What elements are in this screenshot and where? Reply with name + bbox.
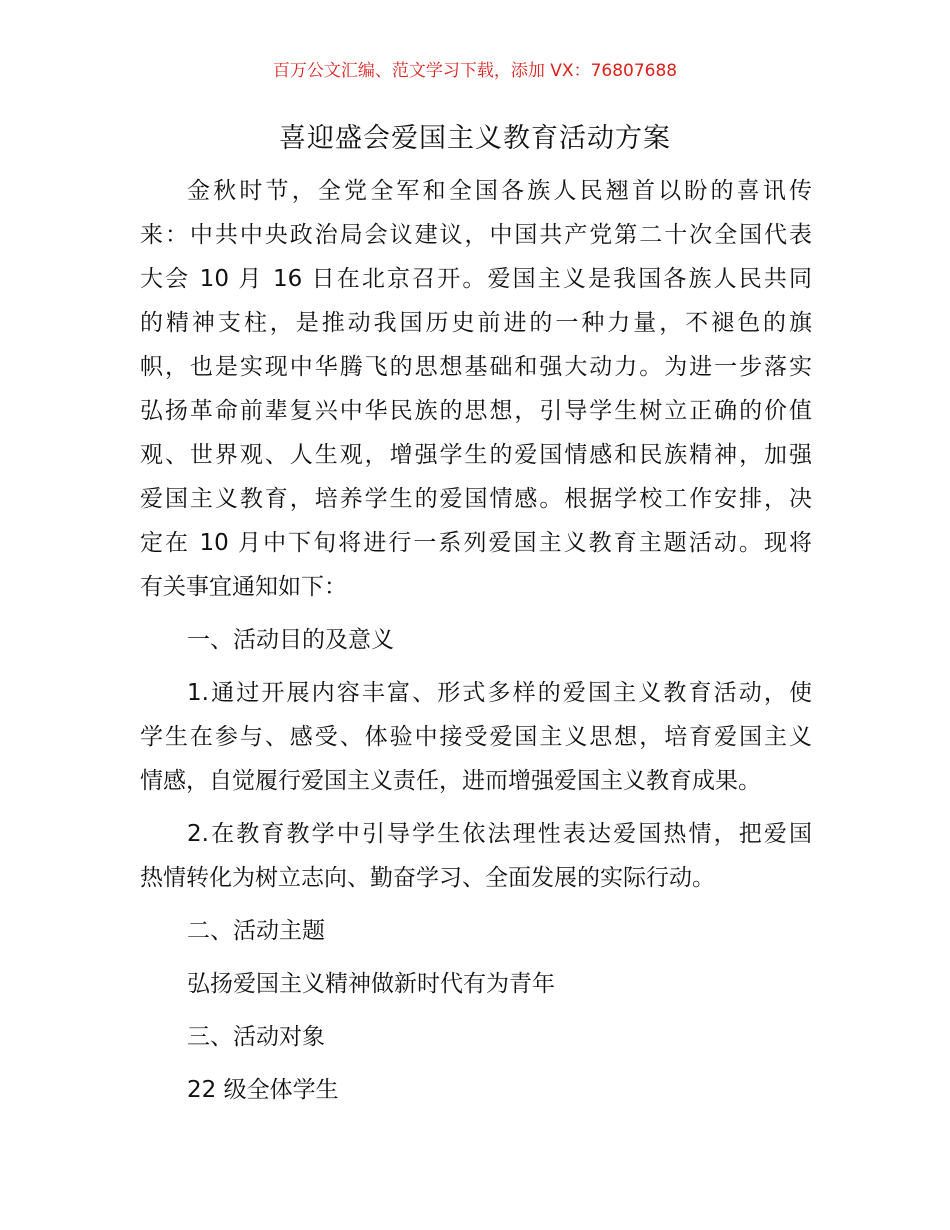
paragraph [140,1015,812,1059]
text-line: 22 级全体学生 [187,1077,339,1103]
text-line: 弘扬爱国主义精神做新时代有为青年 [187,971,555,997]
text-line: 帜，也是实现中华腾飞的思想基础和强大动力。为进一步落实 [140,354,812,380]
paragraph [140,962,812,1006]
text-line: 有关事宜通知如下： [140,574,347,600]
text-line: 来：中共中央政治局会议建议，中国共产党第二十次全国代表 [140,222,812,248]
text-line: 观、世界观、人生观，增强学生的爱国情感和民族精神，加强 [140,442,812,468]
text-line: 学生在参与、感受、体验中接受爱国主义思想，培育爱国主义 [140,724,812,750]
text-line: 一、活动目的及意义 [187,627,394,653]
text-line: 爱国主义教育，培养学生的爱国情感。根据学校工作安排，决 [140,486,812,512]
text-line: 热情转化为树立志向、勤奋学习、全面发展的实际行动。 [140,865,715,891]
paragraph [140,169,812,609]
text-line: 定在 10 月中下旬将进行一系列爱国主义教育主题活动。现将 [140,530,812,556]
text-line: 2.在教育教学中引导学生依法理性表达爱国热情，把爱国 [187,821,812,847]
paragraph [140,671,812,803]
text-line: 三、活动对象 [187,1024,325,1050]
text-line: 弘扬革命前辈复兴中华民族的思想，引导学生树立正确的价值 [140,398,812,424]
paragraph [140,1068,812,1112]
document-body [140,169,812,1121]
text-line: 金秋时节，全党全军和全国各族人民翘首以盼的喜讯传 [187,178,812,204]
text-line: 二、活动主题 [187,918,325,944]
text-line: 的精神支柱，是推动我国历史前进的一种力量，不褪色的旗 [140,310,812,336]
document-title: 喜迎盛会爱国主义教育活动方案 [279,123,671,154]
text-line: 情感，自觉履行爱国主义责任，进而增强爱国主义教育成果。 [140,768,761,794]
paragraph [140,618,812,662]
text-line: 1.通过开展内容丰富、形式多样的爱国主义教育活动，使 [187,680,812,706]
paragraph [140,812,812,900]
text-line: 大会 10 月 16 日在北京召开。爱国主义是我国各族人民共同 [140,266,812,292]
watermark-header: 百万公文汇编、范文学习下载，添加 VX：76807688 [272,61,678,81]
paragraph [140,909,812,953]
